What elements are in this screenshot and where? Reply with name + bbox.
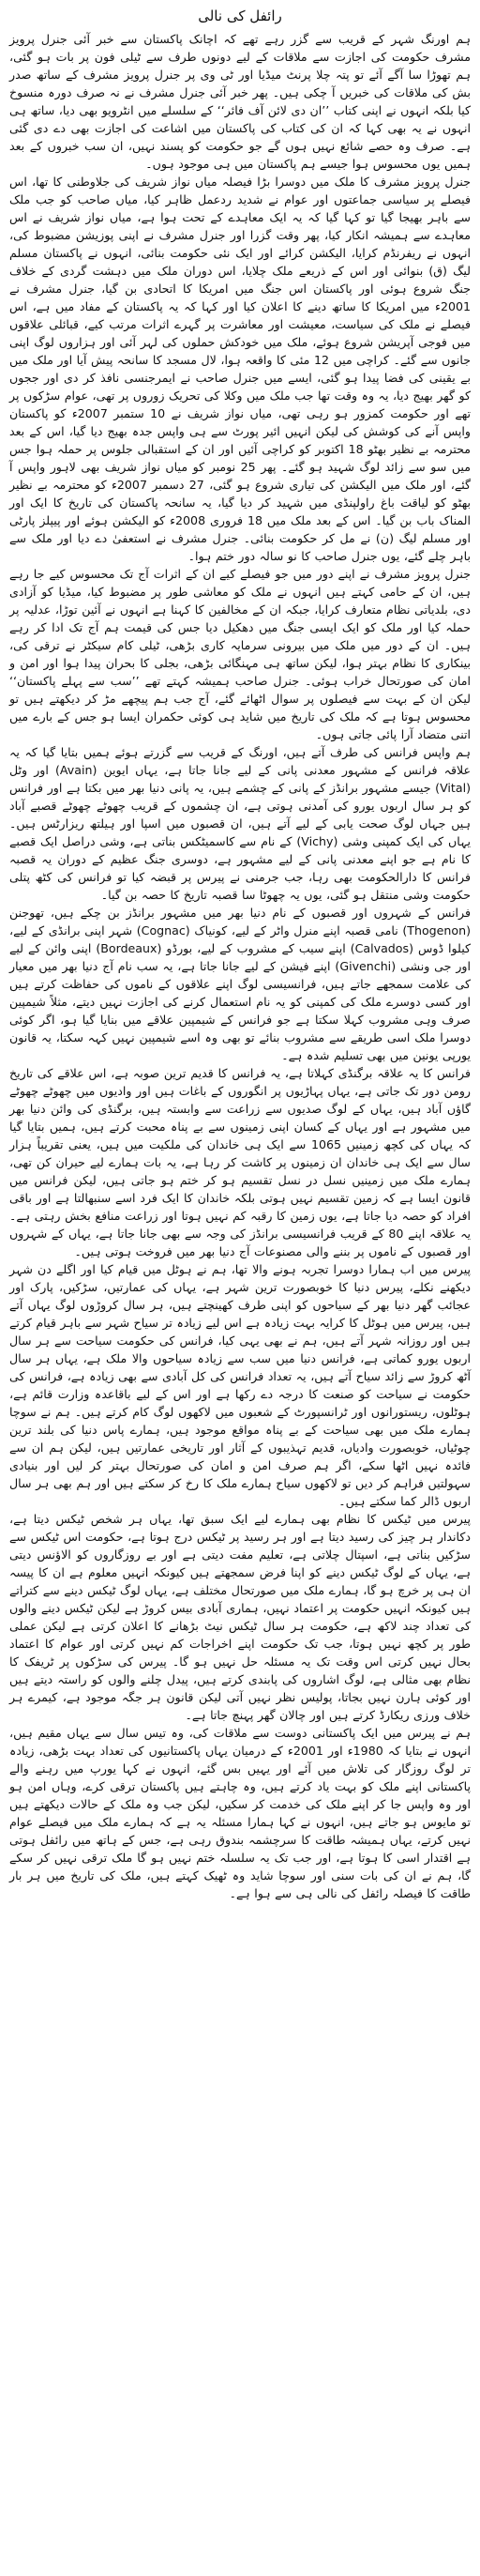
paragraph: جنرل پرویز مشرف کا ملک میں دوسرا بڑا فیصلہ میاں نواز شریف کی جلاوطنی کا تھا، اس فیصلے پر سیاسی جماعتوں اور عوام نے شدید ردعمل ظاہر کیا، میاں صاحب کو جب ملک سے باہر بھیجا گیا تو کہا گیا کہ یہ ایک معاہدے کے تحت ہوا ہے، میاں نواز شریف نے اس معاہدے سے ہمیشہ انکار کیا، پھر وقت گزرا اور جنرل مشرف نے اپنی پوزیشن مضبوط کی، انہوں نے ریفرنڈم کرایا، الیکشن کرائے اور ایک نئی حکومت بنائی، انہوں نے پاکستان مسلم لیگ (ق) بنوائی اور اس کے ذریعے ملک چلایا، اس دوران ملک میں دہشت گردی کے خلاف جنگ شروع ہوئی اور پاکستان اس جنگ میں امریکا کا اتحادی بن گیا، جنرل مشرف نے 2001ء میں امریکا کا ساتھ دینے کا اعلان کیا اور کہا کہ یہ پاکستان کے مفاد میں ہے، اس فیصلے نے ملک کی سیاست، معیشت اور معاشرت پر گہرے اثرات مرتب کیے، قبائلی علاقوں میں فوجی آپریشن شروع ہوئے، ملک میں خودکش حملوں کی لہر آئی اور ہزاروں لوگ اپنی جانوں سے گئے۔ کراچی میں 12 مئی کا واقعہ ہوا، لال مسجد کا سانحہ پیش آیا اور ملک میں بے یقینی کی فضا پیدا ہو گئی، ایسے میں جنرل صاحب نے ایمرجنسی نافذ کر دی اور ججوں کو گھر بھیج دیا، یہ وہ وقت تھا جب ملک میں وکلا کی تحریک زوروں پر تھی، عوام سڑکوں پر تھے اور حکومت کمزور ہو رہی تھی، میاں نواز شریف نے 10 ستمبر 2007ء کو پاکستان واپس آنے کی کوشش کی لیکن انہیں ائیر پورٹ سے ہی واپس جدہ بھیج دیا گیا، اس کے بعد محترمہ بے نظیر بھٹو 18 اکتوبر کو کراچی آئیں اور ان کے استقبالی جلوس پر حملہ ہوا جس میں سو سے زائد لوگ شہید ہو گئے۔ پھر 25 نومبر کو میاں نواز شریف بھی لاہور واپس آ گئے، اور ملک میں الیکشن کی تیاری شروع ہو گئی، 27 دسمبر 2007ء کو محترمہ بے نظیر بھٹو کو لیاقت باغ راولپنڈی میں شہید کر دیا گیا، یہ سانحہ پاکستان کی تاریخ کا ایک اور المناک باب بن گیا۔ اس کے بعد ملک میں 18 فروری 2008ء کو الیکشن ہوئے اور پیپلز پارٹی اور مسلم لیگ (ن) نے مل کر حکومت بنائی۔ جنرل مشرف نے استعفیٰ دے دیا اور ملک سے باہر چلے گئے، یوں جنرل صاحب کا نو سالہ دور ختم ہوا۔: [9, 175, 472, 563]
paragraph: ہم واپس فرانس کی طرف آتے ہیں، اورنگ کے قریب سے گزرتے ہوئے ہمیں بتایا گیا کہ یہ علاقہ فرانس کے مشہور معدنی پانی کے لیے جانا جاتا ہے، یہاں ایوین (Avain) اور وٹل (Vital) جیسے مشہور برانڈز کے پانی کے چشمے ہیں، یہ پانی دنیا بھر میں بکتا ہے اور فرانس کو ہر سال اربوں یورو کی آمدنی ہوتی ہے، ان چشموں کے قریب چھوٹے چھوٹے قصبے آباد ہیں جہاں لوگ صحت یابی کے لیے آتے ہیں، ان قصبوں میں اسپا اور ہیلتھ ریزارٹس ہیں۔ یہاں کی ایک کمپنی وشی (Vichy) کے نام سے کاسمیٹکس بناتی ہے، وشی دراصل ایک قصبے کا نام ہے جو اپنے معدنی پانی کے لیے مشہور ہے، دوسری جنگ عظیم کے دوران یہ قصبہ فرانس کا دارالحکومت بھی رہا، جب جرمنی نے پیرس پر قبضہ کیا تو فرانس کی کٹھ پتلی حکومت وشی منتقل ہو گئی، یوں یہ چھوٹا سا قصبہ تاریخ کا حصہ بن گیا۔: [9, 745, 471, 902]
paragraph: فرانس کا یہ علاقہ برگنڈی کہلاتا ہے، یہ فرانس کا قدیم ترین صوبہ ہے، اس علاقے کی تاریخ رومن دور تک جاتی ہے، یہاں پہاڑیوں پر انگوروں کے باغات ہیں اور وادیوں میں چھوٹے چھوٹے گاؤں آباد ہیں، یہاں کے لوگ صدیوں سے زراعت سے وابستہ ہیں، برگنڈی کی وائن دنیا بھر میں مشہور ہے اور یہاں کے کسان اپنی زمینوں سے بے پناہ محبت کرتے ہیں، ہمیں بتایا گیا کہ یہاں کی کچھ زمینیں 1065 سے ایک ہی خاندان کی ملکیت میں ہیں، یعنی تقریباً ہزار سال سے ایک ہی خاندان ان زمینوں پر کاشت کر رہا ہے، یہ بات ہمارے لیے حیران کن تھی، ہمارے ملک میں زمینیں نسل در نسل تقسیم ہو کر ختم ہو جاتی ہیں، لیکن فرانس میں قانون ایسا ہے کہ زمین تقسیم نہیں ہوتی بلکہ خاندان کا ایک فرد اسے سنبھالتا ہے اور باقی افراد کو حصہ دیا جاتا ہے، یوں زمین کا رقبہ کم نہیں ہوتا اور زراعت منافع بخش رہتی ہے۔ یہ علاقہ اپنے 80 کے قریب فرانسیسی برانڈز کی وجہ سے بھی جانا جاتا ہے، یہاں کے شہروں اور قصبوں کے ناموں پر بننے والی مصنوعات آج دنیا بھر میں فروخت ہوتی ہیں۔: [9, 1066, 471, 1258]
column-title: رائفل کی نالی: [198, 8, 282, 24]
paragraph: پیرس میں اب ہمارا دوسرا تجربہ ہونے والا تھا، ہم نے ہوٹل میں قیام کیا اور اگلے دن شہر دیکھنے نکلے، پیرس دنیا کا خوبصورت ترین شہر ہے، یہاں کی عمارتیں، سڑکیں، پارک اور عجائب گھر دنیا بھر کے سیاحوں کو اپنی طرف کھینچتے ہیں، ہر سال کروڑوں لوگ یہاں آتے ہیں، پیرس میں ہوٹل کا کرایہ بہت زیادہ ہے اس لیے زیادہ تر سیاح شہر سے باہر قیام کرتے ہیں اور روزانہ شہر آتے ہیں، ہم نے بھی یہی کیا، فرانس کی حکومت سیاحت سے ہر سال اربوں یورو کماتی ہے، فرانس دنیا میں سب سے زیادہ سیاحوں والا ملک ہے، یہاں ہر سال آٹھ کروڑ سے زائد سیاح آتے ہیں، یہ تعداد فرانس کی کل آبادی سے بھی زیادہ ہے، فرانس کی حکومت نے سیاحت کو صنعت کا درجہ دے رکھا ہے اور اس کے لیے باقاعدہ وزارت قائم ہے، ہوٹلوں، ریستورانوں اور ٹرانسپورٹ کے شعبوں میں لاکھوں لوگ کام کرتے ہیں۔ ہم نے سوچا ہمارے ملک میں بھی سیاحت کے بے پناہ مواقع موجود ہیں، ہمارے پاس دنیا کی بلند ترین چوٹیاں، خوبصورت وادیاں، قدیم تہذیبوں کے آثار اور تاریخی عمارتیں ہیں، لیکن ہم ان سے فائدہ نہیں اٹھا سکے، اگر ہم صرف امن و امان کی صورتحال بہتر کر لیں اور بنیادی سہولتیں فراہم کر دیں تو لاکھوں سیاح ہمارے ملک کا رخ کر سکتے ہیں اور ہم بھی ہر سال اربوں ڈالر کما سکتے ہیں۔: [9, 1262, 471, 1508]
paragraph: فرانس کے شہروں اور قصبوں کے نام دنیا بھر میں مشہور برانڈز بن چکے ہیں، تھوجنن (Thogenon) نامی قصبہ اپنے منرل واٹر کے لیے، کونیاک (Cognac) شہر اپنی برانڈی کے لیے، کیلوا ڈوس (Calvados) اپنے سیب کے مشروب کے لیے، بورڈو (Bordeaux) اپنی وائن کے لیے اور جی ونشی (Givenchi) اپنے فیشن کے لیے جانا جاتا ہے، یہ سب نام آج دنیا بھر میں معیار کی علامت سمجھے جاتے ہیں، فرانسیسی لوگ اپنے علاقوں کے ناموں کی حفاظت کرتے ہیں اور کسی دوسرے ملک کی کمپنی کو یہ نام استعمال کرنے کی اجازت نہیں دیتے، مثلاً شیمپین صرف وہی مشروب کہلا سکتا ہے جو فرانس کے شیمپین علاقے میں بنایا گیا ہو، اگر کوئی دوسرا ملک اسی طریقے سے مشروب بنائے تو بھی وہ اسے شیمپین نہیں کہہ سکتا، یہ قانون یورپی یونین میں بھی تسلیم شدہ ہے۔: [9, 906, 472, 1062]
paragraph: جنرل پرویز مشرف نے اپنے دور میں جو فیصلے کیے ان کے اثرات آج تک محسوس کیے جا رہے ہیں، ان کے حامی کہتے ہیں انہوں نے ملک کو معاشی طور پر مضبوط کیا، میڈیا کو آزادی دی، بلدیاتی نظام متعارف کرایا، جبکہ ان کے مخالفین کا کہنا ہے انہوں نے آئین توڑا، عدلیہ پر حملہ کیا اور ملک کو ایک ایسی جنگ میں دھکیل دیا جس کی قیمت ہم آج تک ادا کر رہے ہیں۔ ان کے دور میں ملک میں بیرونی سرمایہ کاری بڑھی، ٹیلی کام سیکٹر نے ترقی کی، بینکاری کا نظام بہتر ہوا، لیکن ساتھ ہی مہنگائی بڑھی، بجلی کا بحران پیدا ہوا اور امن و امان کی صورتحال خراب ہوئی۔ جنرل صاحب ہمیشہ کہتے تھے ’’سب سے پہلے پاکستان‘‘ لیکن ان کے بہت سے فیصلوں پر سوال اٹھائے گئے، آج جب ہم پیچھے مڑ کر دیکھتے ہیں تو محسوس ہوتا ہے کہ ملک کی تاریخ میں شاید ہی کوئی حکمران ایسا ہو جس کے بارے میں اتنی متضاد آرا پائی جاتی ہوں۔: [9, 567, 471, 741]
paragraph: ہم نے پیرس میں ایک پاکستانی دوست سے ملاقات کی، وہ تیس سال سے یہاں مقیم ہیں، انہوں نے بتایا کہ 1980ء اور 2001ء کے درمیان یہاں پاکستانیوں کی تعداد بہت بڑھی، زیادہ تر لوگ روزگار کی تلاش میں آئے اور یہیں بس گئے، انہوں نے کہا یورپ میں رہنے والے پاکستانی اپنے ملک کو بہت یاد کرتے ہیں، وہ چاہتے ہیں پاکستان ترقی کرے، وہاں امن ہو اور وہ واپس جا کر اپنے ملک کی خدمت کر سکیں، لیکن جب وہ ملک کے حالات دیکھتے ہیں تو مایوس ہو جاتے ہیں، انہوں نے کہا ہمارا مسئلہ یہ ہے کہ ہمارے ملک میں فیصلے عوام نہیں کرتے، یہاں ہمیشہ طاقت کا سرچشمہ بندوق رہی ہے، جس کے ہاتھ میں رائفل ہوتی ہے اقتدار اسی کا ہوتا ہے، اور جب تک یہ سلسلہ ختم نہیں ہو گا ملک ترقی نہیں کر سکے گا، ہم نے ان کی بات سنی اور سوچا شاید وہ ٹھیک کہتے ہیں، ملک کی تاریخ میں ہر بار طاقت کا فیصلہ رائفل کی نالی ہی سے ہوا ہے۔: [9, 1726, 471, 1900]
paragraph: ہم اورنگ شہر کے قریب سے گزر رہے تھے کہ اچانک پاکستان سے خبر آئی جنرل پرویز مشرف حکومت کی اجازت سے ملاقات کے لیے دونوں طرف سے ٹیلی فون پر بات ہو گئی، ہم تھوڑا سا آگے آئے تو پتہ چلا پرنٹ میڈیا اور ٹی وی پر جنرل پرویز مشرف کے ساتھ صدر بش کی ملاقات کی خبریں آ چکی ہیں۔ پھر خبر آئی جنرل مشرف نے نہ صرف دورہ منسوخ کیا بلکہ انہوں نے اپنی کتاب ’’ان دی لائن آف فائر‘‘ کے سلسلے میں انٹرویو بھی دیا، ساتھ ہی انہوں نے یہ بھی کہا کہ ان کی کتاب کی پاکستان میں اشاعت کی اجازت بھی دے دی گئی ہے۔ صرف وہ حصے شائع نہیں ہوں گے جو حکومت کو پسند نہیں، ان سب خبروں کے بعد ہمیں یوں محسوس ہوا جیسے ہم پاکستان میں ہی موجود ہوں۔: [9, 32, 471, 171]
column-body: [9, 30, 471, 1902]
paragraph: پیرس میں ٹیکس کا نظام بھی ہمارے لیے ایک سبق تھا، یہاں ہر شخص ٹیکس دیتا ہے، دکاندار ہر چیز کی رسید دیتا ہے اور ہر رسید پر ٹیکس درج ہوتا ہے، حکومت اس ٹیکس سے سڑکیں بناتی ہے، اسپتال چلاتی ہے، تعلیم مفت دیتی ہے اور بے روزگاروں کو الاؤنس دیتی ہے، یہاں کے لوگ ٹیکس دینے کو اپنا فرض سمجھتے ہیں کیونکہ انہیں معلوم ہے ان کا پیسہ ان ہی پر خرچ ہو گا، ہمارے ملک میں صورتحال مختلف ہے، یہاں لوگ ٹیکس دینے سے کتراتے ہیں کیونکہ انہیں حکومت پر اعتماد نہیں، ہماری آبادی بیس کروڑ ہے لیکن ٹیکس دینے والوں کی تعداد چند لاکھ ہے، حکومت ہر سال ٹیکس نیٹ بڑھانے کا اعلان کرتی ہے لیکن عملی طور پر کچھ نہیں ہوتا، جب تک حکومت اپنے اخراجات کم نہیں کرتی اور عوام کا اعتماد بحال نہیں کرتی اس وقت تک یہ مسئلہ حل نہیں ہو گا۔ پیرس کی سڑکوں پر ٹریفک کا نظام بھی مثالی ہے، لوگ اشاروں کی پابندی کرتے ہیں، پیدل چلنے والوں کو راستہ دیتے ہیں اور کوئی ہارن نہیں بجاتا، پولیس نظر نہیں آتی لیکن قانون ہر جگہ موجود ہے، کیمرے ہر خلاف ورزی ریکارڈ کرتے ہیں اور چالان گھر پہنچ جاتا ہے۔: [9, 1512, 471, 1722]
